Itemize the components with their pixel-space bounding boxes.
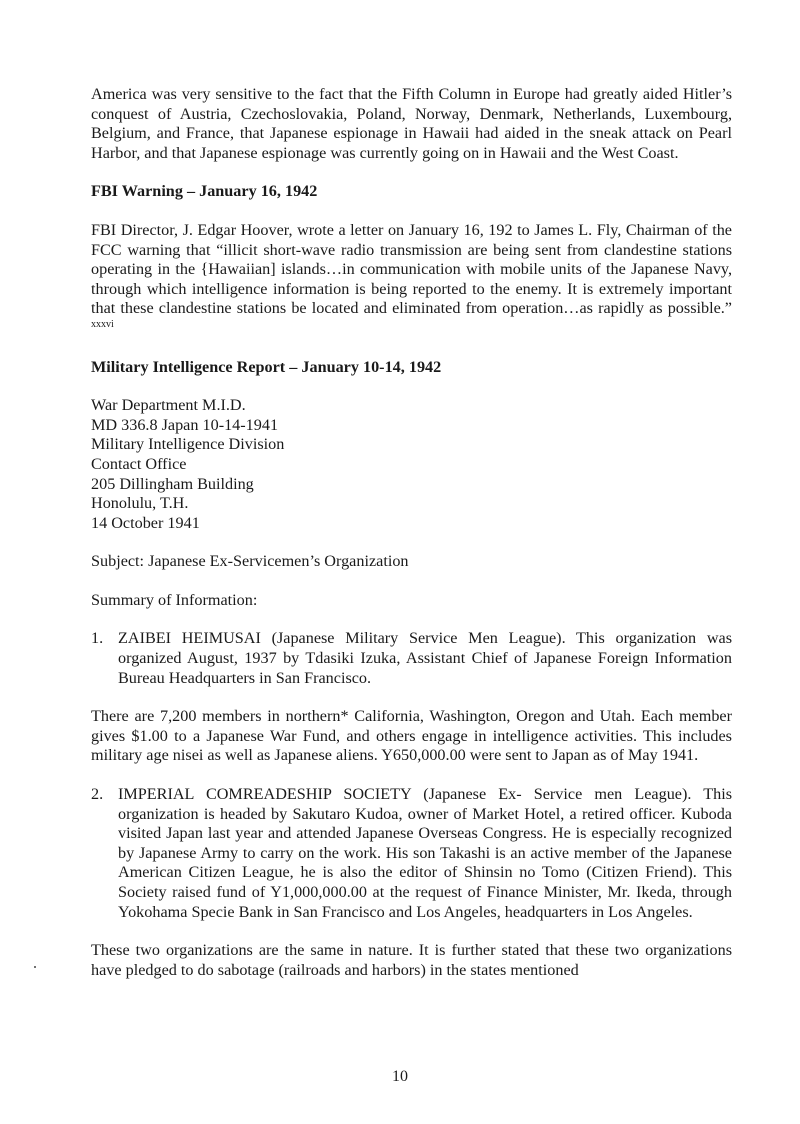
fbi-warning-text: FBI Director, J. Edgar Hoover, wrote a letter on January 16, 192 to James L. Fly, Chairman of the FCC warning that “illicit short-wave radio transmission are being sent from clandestine stations operating in the {Hawaiian] islands…in communication with mobile units of the Japanese Navy, through which intelligence information is being reported to the enemy. It is extremely important that these clandestine stations be located and eliminated from operation…as rapidly as possible.” [91,220,732,318]
intro-paragraph: America was very sensitive to the fact that the Fifth Column in Europe had greatly aided Hitler’s conquest of Austria, Czechoslovakia, Poland, Norway, Denmark, Netherlands, Luxembourg, Belgium, and France, that Japanese espionage in Hawaii had aided in the sneak attack on Pearl Harbor, and that Japanese espionage was currently going on in Hawaii and the West Coast. [91,85,732,162]
subject-line: Subject: Japanese Ex-Servicemen’s Organization [91,552,409,571]
address-line: 14 October 1941 [91,513,200,532]
numbered-list-item-2 [91,785,732,922]
fbi-warning-paragraph [91,221,732,339]
fbi-warning-heading: FBI Warning – January 16, 1942 [91,182,318,201]
list-item-text: IMPERIAL COMREADESHIP SOCIETY (Japanese Ex- Service men League). This organization is headed by Sakutaro Kudoa, owner of Market Hotel, a retired officer. Kuboda visited Japan last year and attended Japanese Overseas Congress. He is especially recognized by Japanese Army to carry on the work. His son Takashi is an active member of the Japanese American Citizen League, he is also the editor of Shinsin no Tomo (Citizen Friend). This Society raised fund of Y1,000,000.00 at the request of Finance Minister, Mr. Ikeda, through Yokohama Specie Bank in San Francisco and Los Angeles, headquarters in Los Angeles. [118,785,732,921]
address-line: War Department M.I.D. [91,396,246,415]
summary-label: Summary of Information: [91,590,258,609]
address-line: Honolulu, T.H. [91,494,189,513]
list-item-number: 2. [91,785,104,804]
address-line: MD 336.8 Japan 10-14-1941 [91,415,279,434]
footnote-ref [91,319,114,330]
list-item [91,785,732,922]
address-line: 205 Dillingham Building [91,474,254,493]
military-intelligence-heading: Military Intelligence Report – January 10-14, 1942 [91,357,442,376]
page-number: 10 [392,1068,408,1085]
list-item-text: ZAIBEI HEIMUSAI (Japanese Military Service Men League). This organization was organized August, 1937 by Tdasiki Izuka, Assistant Chief of Japanese Foreign Information Bureau Headquarters in San Francisco. [118,629,732,687]
members-paragraph: There are 7,200 members in northern* California, Washington, Oregon and Utah. Each member gives $1.00 to a Japanese War Fund, and others engage in intelligence activities. This includes military age nisei as well as Japanese aliens. Y650,000.00 were sent to Japan as of May 1941. [91,707,732,765]
address-line: Military Intelligence Division [91,435,285,454]
numbered-list-item-1 [91,629,732,688]
footnote-ref-text: xxxvi [91,318,114,330]
closing-paragraph: These two organizations are the same in nature. It is further stated that these two organizations have pledged to do sabotage (railroads and harbors) in the states mentioned [91,941,732,979]
address-line: Contact Office [91,454,187,473]
scan-speck [34,966,36,968]
list-item [91,629,732,688]
list-item-number: 1. [91,629,104,648]
document-page [91,85,732,980]
address-block [91,396,732,533]
